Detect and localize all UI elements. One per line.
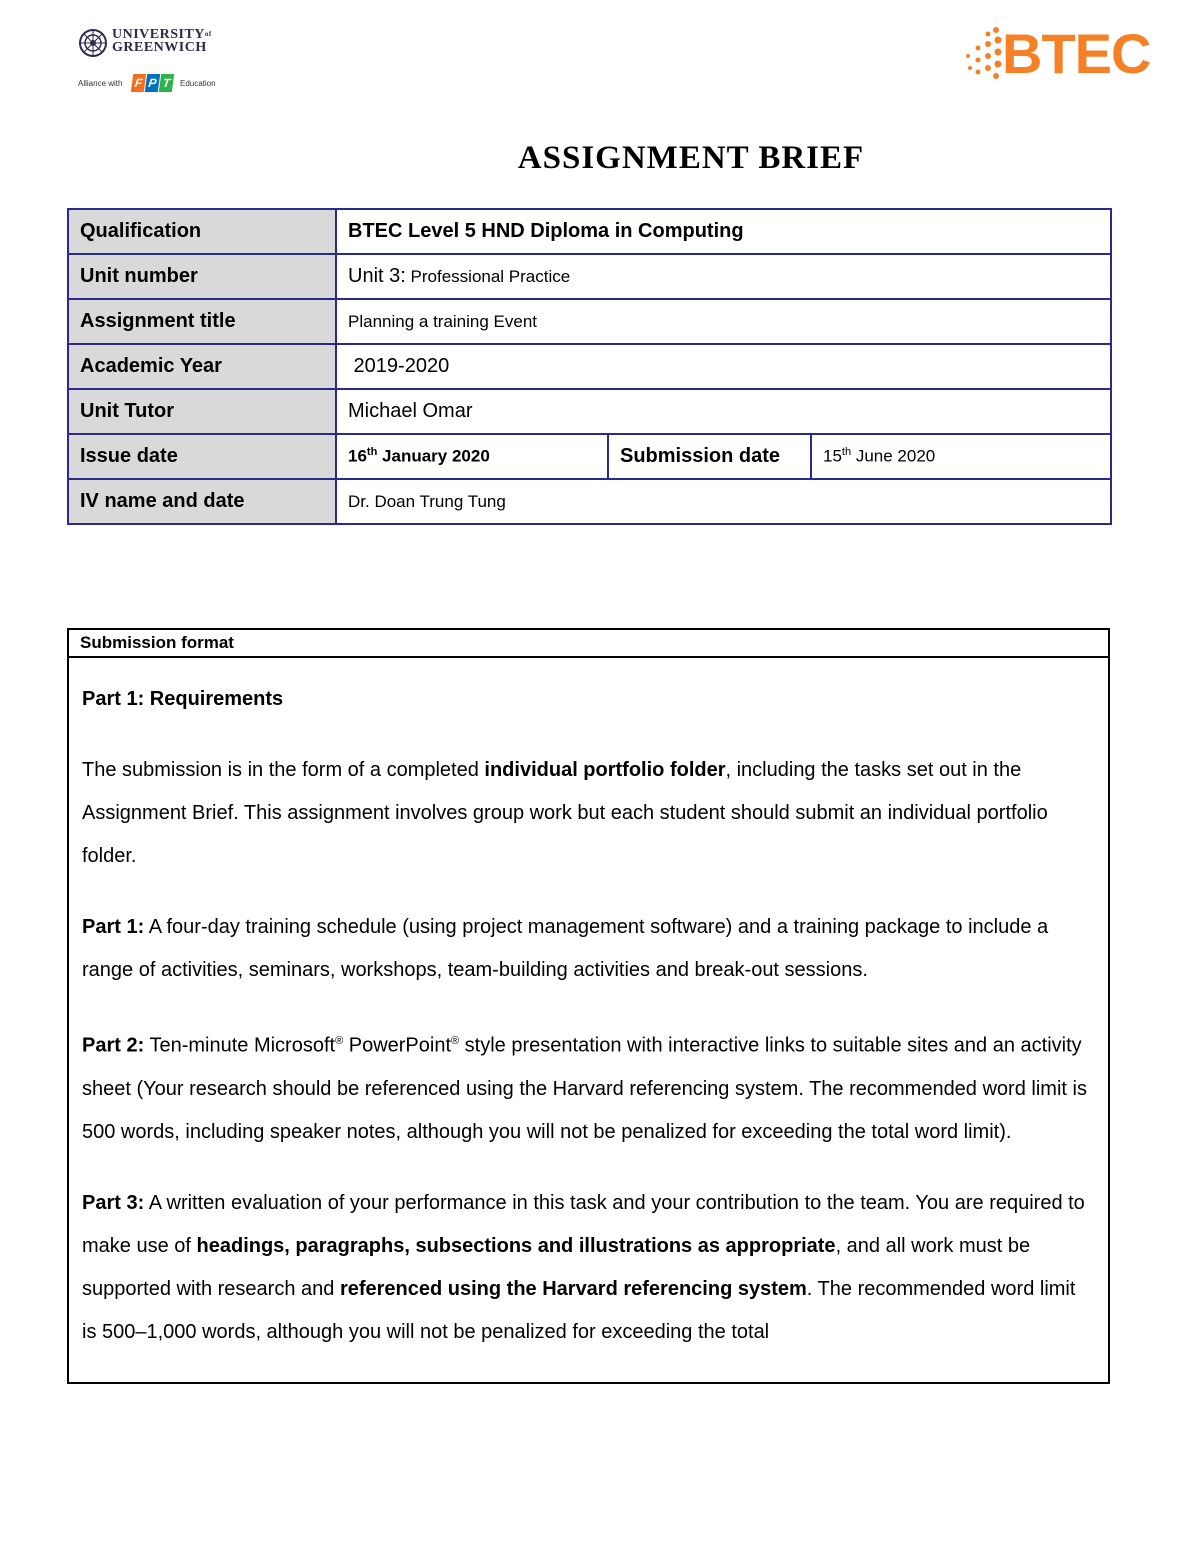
submission-date-label: Submission date <box>608 434 811 479</box>
issue-date-value: 16th January 2020 <box>336 434 608 479</box>
assignment-info-table <box>67 208 1112 525</box>
table-row <box>68 254 1111 299</box>
table-row <box>68 209 1111 254</box>
unit-number-value: Unit 3: Professional Practice <box>336 254 1111 299</box>
intro-paragraph: The submission is in the form of a completed individual portfolio folder, including the tasks set out in the Assignment Brief. This assignment involves group work but each student should submit an individual portfolio folder. <box>82 759 1048 867</box>
iv-label: IV name and date <box>68 479 336 524</box>
table-row <box>68 299 1111 344</box>
table-row <box>68 479 1111 524</box>
part1-paragraph: Part 1: A four-day training schedule (using project management software) and a training package to include a range of activities, seminars, workshops, team-building activities and break-out sessions. <box>82 916 1049 981</box>
part3-paragraph: Part 3: A written evaluation of your performance in this task and your contribution to the team. You are required to make use of headings, paragraphs, subsections and illustrations as appropriate, and all work must be supported with research and referenced using the Harvard referencing system. The recommended word limit is 500–1,000 words, although you will not be penalized for exceeding the total <box>82 1191 1085 1343</box>
submission-format-box <box>67 628 1110 1384</box>
btec-dots-icon <box>962 22 1006 86</box>
issue-date-label: Issue date <box>68 434 336 479</box>
table-row <box>68 344 1111 389</box>
table-row <box>68 389 1111 434</box>
unit-number-label: Unit number <box>68 254 336 299</box>
unit-tutor-label: Unit Tutor <box>68 389 336 434</box>
unit-tutor-value: Michael Omar <box>336 389 1111 434</box>
qualification-value: BTEC Level 5 HND Diploma in Computing <box>336 209 1111 254</box>
university-name: $UNIVERSITY^{of}$ GREENWICH <box>112 27 212 55</box>
submission-format-body <box>69 678 1108 1354</box>
assignment-title-label: Assignment title <box>68 299 336 344</box>
academic-year-label: Academic Year <box>68 344 336 389</box>
fpt-logo: F P T <box>132 74 173 94</box>
part1-requirements-heading: Part 1: Requirements <box>82 688 284 710</box>
university-seal-icon <box>78 28 108 58</box>
alliance-line: Alliance with F P T Education <box>78 74 238 94</box>
qualification-label: Qualification <box>68 209 336 254</box>
university-logo <box>78 26 238 96</box>
btec-logo: BTEC <box>962 22 1162 86</box>
submission-date-value: 15th June 2020 <box>811 434 1111 479</box>
page-title: ASSIGNMENT BRIEF <box>517 140 865 176</box>
academic-year-value: 2019-2020 <box>336 344 1111 389</box>
iv-value: Dr. Doan Trung Tung <box>336 479 1111 524</box>
part2-paragraph: Part 2: Ten-minute Microsoft® PowerPoint® style presentation with interactive links to suitable sites and an activity sheet (Your research should be referenced using the Harvard referencing system. The recommended word limit is 500 words, including speaker notes, although you will not be penalized for exceeding the total word limit). <box>82 1034 1087 1143</box>
submission-format-heading: Submission format <box>69 630 1108 658</box>
table-row <box>68 434 1111 479</box>
assignment-title-value: Planning a training Event <box>336 299 1111 344</box>
